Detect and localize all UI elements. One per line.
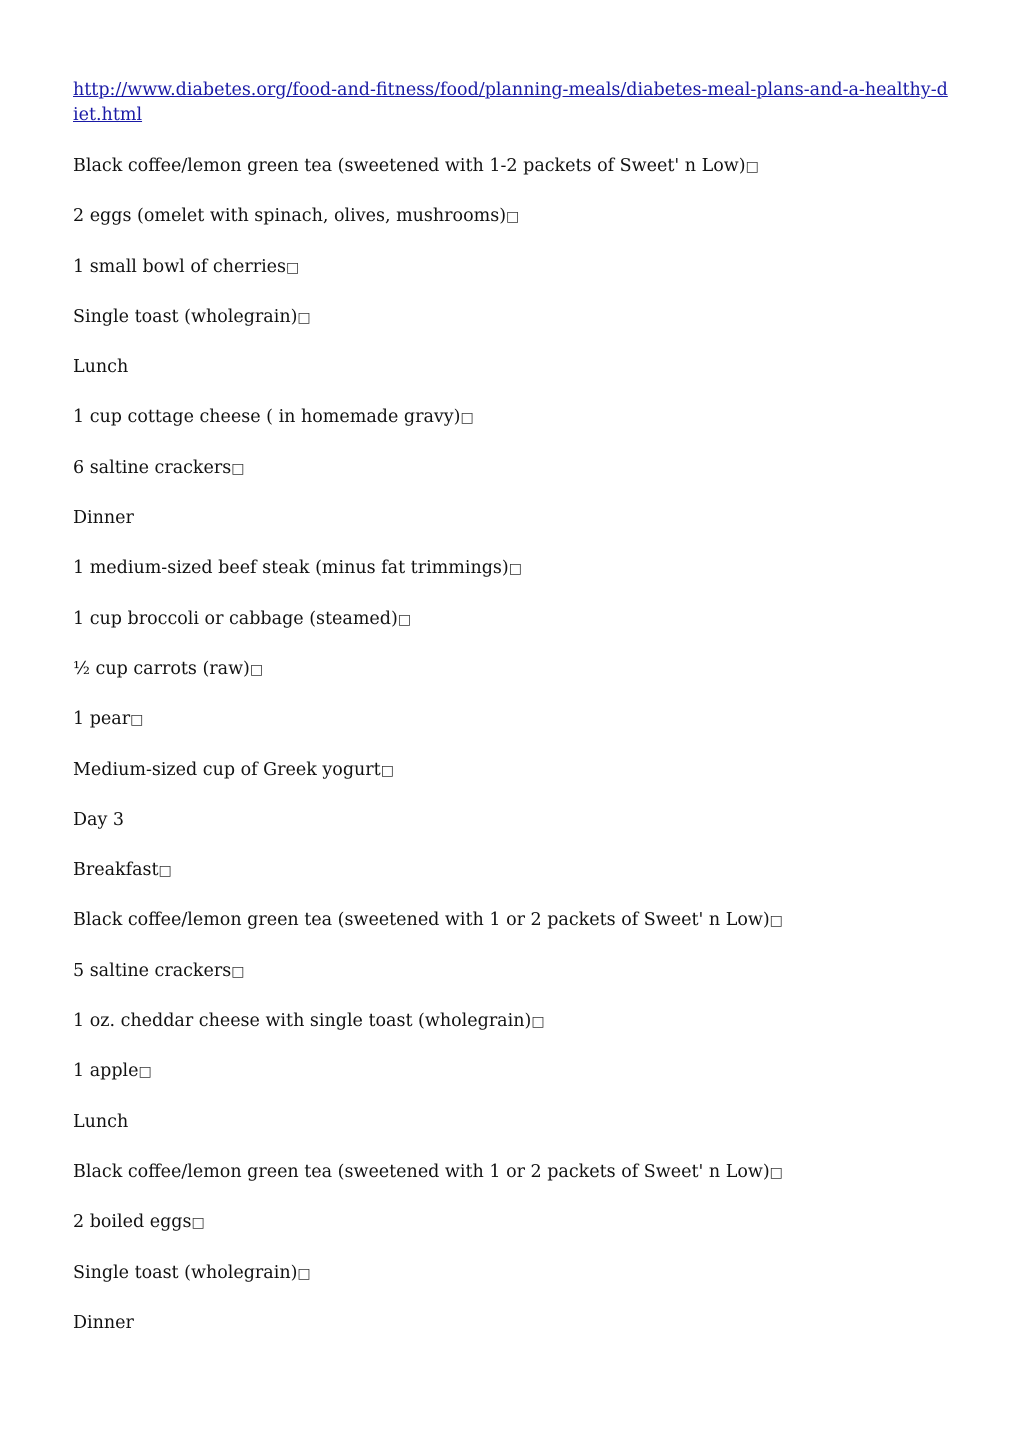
- missing-glyph-box: □: [506, 209, 520, 226]
- missing-glyph-box: □: [297, 1265, 311, 1282]
- line-text: Medium-sized cup of Greek yogurt: [73, 759, 381, 780]
- text-line: [73, 556, 973, 606]
- text-line: [73, 657, 973, 707]
- line-text: 5 saltine crackers: [73, 960, 232, 981]
- line-text: ½ cup carrots (raw): [73, 658, 250, 679]
- line-text: 1 small bowl of cherries: [73, 256, 287, 277]
- missing-glyph-box: □: [286, 259, 300, 276]
- missing-glyph-box: □: [130, 712, 144, 729]
- text-line: [73, 355, 973, 405]
- line-text: Lunch: [73, 357, 129, 378]
- line-text: Single toast (wholegrain): [73, 306, 298, 327]
- text-line: [73, 204, 973, 254]
- text-line: [73, 1160, 973, 1210]
- line-text: 1 medium-sized beef steak (minus fat trimmings): [73, 558, 509, 579]
- text-line: [73, 858, 973, 908]
- text-line: [73, 154, 973, 204]
- text-line: [73, 1110, 973, 1160]
- missing-glyph-box: □: [231, 460, 245, 477]
- missing-glyph-box: □: [769, 1164, 783, 1181]
- missing-glyph-box: □: [460, 410, 474, 427]
- source-url-link[interactable]: http://www.diabetes.org/food-and-fitness/food/planning-meals/diabetes-meal-plans-and-a-healthy-diet.html: [73, 80, 948, 125]
- text-line: [73, 506, 973, 556]
- text-line: [73, 456, 973, 506]
- line-text: Single toast (wholegrain): [73, 1262, 298, 1283]
- text-line: [73, 908, 973, 958]
- text-line: [73, 405, 973, 455]
- missing-glyph-box: □: [297, 309, 311, 326]
- missing-glyph-box: □: [231, 963, 245, 980]
- missing-glyph-box: □: [508, 561, 522, 578]
- line-text: Black coffee/lemon green tea (sweetened with 1-2 packets of Sweet' n Low): [73, 156, 746, 176]
- text-line: [73, 959, 973, 1009]
- missing-glyph-box: □: [191, 1215, 205, 1232]
- missing-glyph-box: □: [138, 1064, 152, 1081]
- text-line: [73, 808, 973, 858]
- missing-glyph-box: □: [397, 611, 412, 628]
- line-text: 2 eggs (omelet with spinach, olives, mushrooms): [73, 206, 507, 227]
- line-text: 1 pear: [73, 709, 131, 730]
- text-line: [73, 1059, 973, 1109]
- line-text: Dinner: [73, 508, 134, 529]
- missing-glyph-box: □: [158, 863, 172, 880]
- line-text: Lunch: [73, 1111, 129, 1132]
- line-text: 1 cup cottage cheese ( in homemade gravy): [73, 407, 461, 428]
- missing-glyph-box: □: [380, 762, 394, 779]
- line-text: 1 apple: [73, 1061, 139, 1082]
- line-text: 1 oz. cheddar cheese with single toast (wholegrain): [73, 1011, 532, 1032]
- line-text: 2 boiled eggs: [73, 1212, 192, 1233]
- missing-glyph-box: □: [769, 913, 783, 930]
- text-line: [73, 758, 973, 808]
- text-line: [73, 1311, 973, 1361]
- line-text: 1 cup broccoli or cabbage (steamed): [73, 608, 398, 629]
- line-text: Breakfast: [73, 860, 159, 881]
- meal-plan-lines: [73, 154, 973, 1361]
- text-line: [73, 305, 973, 355]
- text-line: [73, 607, 973, 657]
- line-text: Dinner: [73, 1312, 134, 1333]
- text-line: [73, 255, 973, 305]
- missing-glyph-box: □: [531, 1014, 545, 1031]
- text-line: [73, 1261, 973, 1311]
- missing-glyph-box: □: [249, 661, 264, 678]
- line-text: 6 saltine crackers: [73, 457, 232, 478]
- text-line: [73, 1210, 973, 1260]
- line-text: Black coffee/lemon green tea (sweetened with 1 or 2 packets of Sweet' n Low): [73, 1161, 770, 1182]
- line-text: Day 3: [73, 809, 125, 830]
- line-text: Black coffee/lemon green tea (sweetened with 1 or 2 packets of Sweet' n Low): [73, 910, 770, 931]
- text-line: [73, 1009, 973, 1059]
- text-line: [73, 707, 973, 757]
- missing-glyph-box: □: [745, 159, 759, 175]
